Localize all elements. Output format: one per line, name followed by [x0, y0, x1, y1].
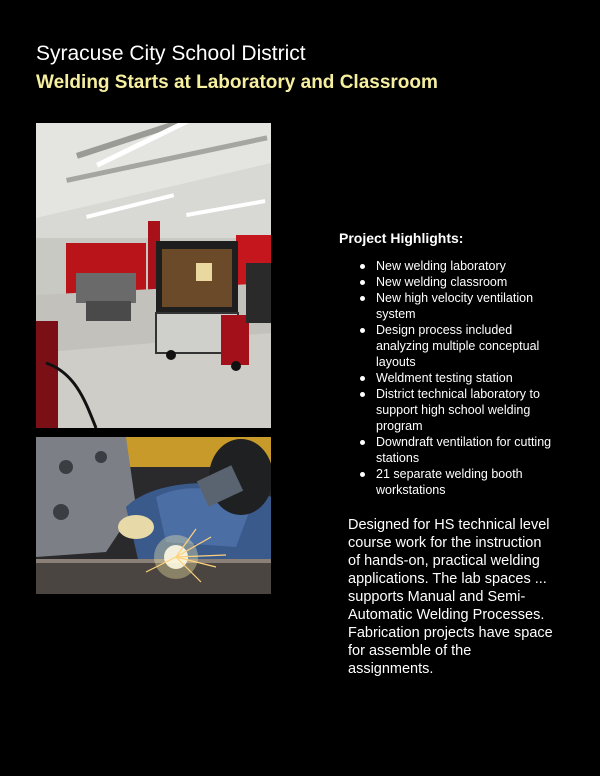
page-title: Welding Starts at Laboratory and Classroom	[36, 72, 438, 93]
highlights-list	[358, 258, 558, 498]
welding-laboratory-photo	[36, 123, 271, 428]
list-item: Downdraft ventilation for cutting stations	[358, 434, 558, 466]
organization-name: Syracuse City School District	[36, 42, 306, 65]
list-item: New welding laboratory	[358, 258, 558, 274]
list-item: New welding classroom	[358, 274, 558, 290]
project-description: Designed for HS technical level course work for the instruction of hands-on, practical welding applications. The lab spaces ... supports Manual and Semi-Automatic Welding Processes. Fabrication projects have space for assemble of the assignments.	[348, 517, 553, 677]
highlights-heading: Project Highlights:	[339, 230, 464, 246]
list-item: Weldment testing station	[358, 370, 558, 386]
list-item: New high velocity ventilation system	[358, 290, 558, 322]
welder-at-work-photo	[36, 437, 271, 594]
list-item: Design process included analyzing multiple conceptual layouts	[358, 322, 558, 370]
list-item: 21 separate welding booth workstations	[358, 466, 558, 498]
list-item: District technical laboratory to support high school welding program	[358, 386, 558, 434]
